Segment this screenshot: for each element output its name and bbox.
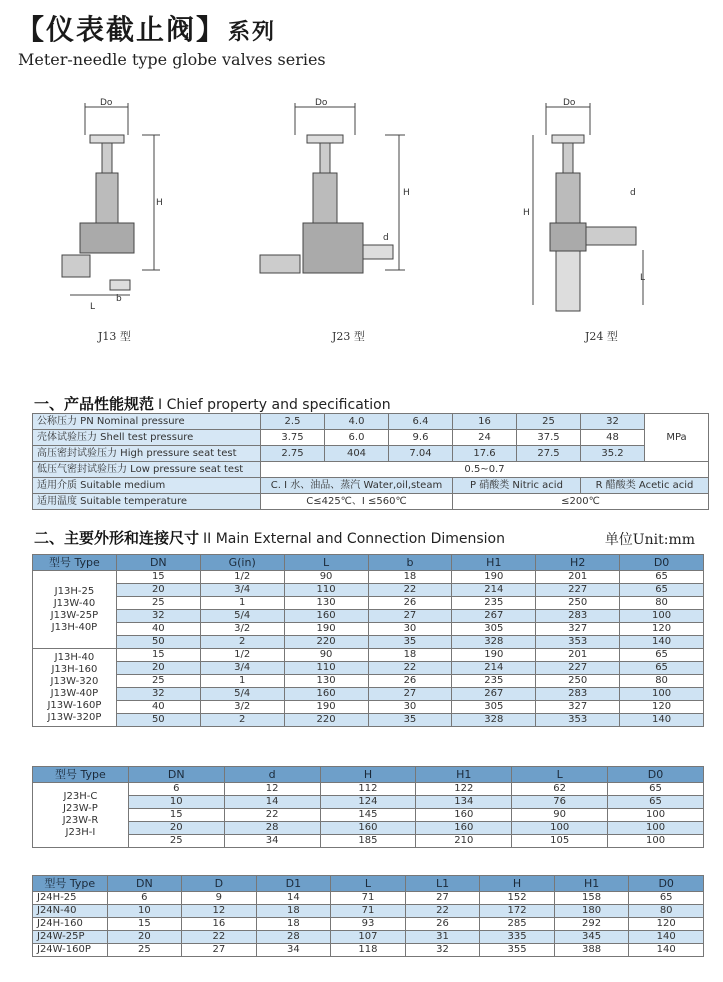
- table-cell: 16: [182, 918, 257, 931]
- table-cell: 10: [128, 796, 224, 809]
- table-cell: 327: [536, 623, 620, 636]
- table-cell: 18: [256, 905, 331, 918]
- table-row: [33, 796, 704, 809]
- table-cell: 210: [416, 835, 512, 848]
- column-header: H: [480, 876, 555, 892]
- title-series: 系列: [228, 20, 277, 45]
- table-cell: 105: [512, 835, 608, 848]
- model-name: J24H-160: [33, 918, 108, 931]
- table-cell: 214: [452, 662, 536, 675]
- spec-table: [32, 413, 709, 510]
- table-cell: 20: [107, 931, 182, 944]
- table-cell: 190: [452, 571, 536, 584]
- table-cell: 145: [320, 809, 416, 822]
- table-cell: 65: [620, 571, 704, 584]
- spec-cell: 2.75: [261, 446, 325, 462]
- model-name: J23W-P: [63, 803, 98, 814]
- spec-label: 高压密封试验压力 High pressure seat test: [33, 446, 261, 462]
- model-name: J13H-40P: [51, 621, 98, 633]
- section1-heading-cn: 一、产品性能规范: [34, 395, 155, 413]
- spec-cell: 17.6: [453, 446, 517, 462]
- table-cell: 3/2: [200, 701, 284, 714]
- table-cell: 9: [182, 892, 257, 905]
- model-name: J24W-25P: [33, 931, 108, 944]
- spec-label: 适用介质 Suitable medium: [33, 478, 261, 494]
- table-cell: 180: [554, 905, 629, 918]
- spec-cell: 0.5~0.7: [261, 462, 709, 478]
- spec-cell: 2.5: [261, 414, 325, 430]
- spec-cell: 25: [517, 414, 581, 430]
- table-cell: 50: [116, 636, 200, 649]
- spec-row: [33, 430, 709, 446]
- spec-cell: 7.04: [389, 446, 453, 462]
- table-row: [33, 835, 704, 848]
- table-cell: 1: [200, 597, 284, 610]
- table-cell: 20: [128, 822, 224, 835]
- column-header: d: [224, 767, 320, 783]
- table-cell: 28: [224, 822, 320, 835]
- table-cell: 328: [452, 636, 536, 649]
- table-cell: 6: [107, 892, 182, 905]
- spec-cell: 404: [325, 446, 389, 462]
- column-header: D0: [620, 555, 704, 571]
- column-header: L: [331, 876, 406, 892]
- table-cell: 18: [256, 918, 331, 931]
- spec-cell: 16: [453, 414, 517, 430]
- table-cell: 292: [554, 918, 629, 931]
- table-row: [33, 662, 704, 675]
- model-name: J13W-40: [53, 597, 96, 609]
- table-cell: 3/4: [200, 584, 284, 597]
- spec-cell: 37.5: [517, 430, 581, 446]
- table-cell: 214: [452, 584, 536, 597]
- column-header: L: [512, 767, 608, 783]
- table-cell: 327: [536, 701, 620, 714]
- table-cell: 15: [128, 809, 224, 822]
- table-cell: 110: [284, 584, 368, 597]
- table-cell: 220: [284, 636, 368, 649]
- table-cell: 22: [368, 584, 452, 597]
- column-header: DN: [107, 876, 182, 892]
- table-cell: 120: [620, 701, 704, 714]
- j23-dim-d: d: [383, 233, 389, 243]
- table-row: [33, 918, 704, 931]
- table-cell: 235: [452, 675, 536, 688]
- j13-dim-do: Do: [100, 98, 113, 108]
- table-row: [33, 688, 704, 701]
- spec-cell: 32: [581, 414, 645, 430]
- table-row: [33, 931, 704, 944]
- table-cell: 100: [608, 809, 704, 822]
- column-header: D0: [608, 767, 704, 783]
- model-name: J24H-25: [33, 892, 108, 905]
- table-cell: 90: [284, 571, 368, 584]
- column-header: G(in): [200, 555, 284, 571]
- j24-dim-d: d: [630, 188, 636, 198]
- table-cell: 80: [620, 597, 704, 610]
- column-header: H: [320, 767, 416, 783]
- column-header: 型号 Type: [33, 555, 117, 571]
- table-row: [33, 571, 704, 584]
- table-cell: 25: [107, 944, 182, 957]
- table-row: [33, 892, 704, 905]
- j13-drawing: [50, 95, 170, 320]
- table-cell: 305: [452, 623, 536, 636]
- table-cell: 201: [536, 571, 620, 584]
- table-cell: 250: [536, 597, 620, 610]
- table-row: [33, 809, 704, 822]
- table-cell: 32: [405, 944, 480, 957]
- table-cell: 34: [256, 944, 331, 957]
- table-cell: 388: [554, 944, 629, 957]
- j24-dim-l: L: [640, 273, 646, 283]
- table-cell: 26: [368, 675, 452, 688]
- table-cell: 100: [620, 610, 704, 623]
- j23-caption: J23 型: [332, 330, 365, 343]
- table-cell: 130: [284, 597, 368, 610]
- page-subtitle: Meter-needle type globe valves series: [18, 50, 326, 69]
- table-cell: 26: [368, 597, 452, 610]
- table-cell: 80: [629, 905, 704, 918]
- model-name: J13W-320: [50, 675, 99, 687]
- table-cell: 227: [536, 662, 620, 675]
- table-cell: 201: [536, 649, 620, 662]
- column-header: H1: [416, 767, 512, 783]
- column-header: b: [368, 555, 452, 571]
- column-header: L: [284, 555, 368, 571]
- table-cell: 15: [107, 918, 182, 931]
- table-cell: 160: [320, 822, 416, 835]
- table-row: [33, 623, 704, 636]
- spec-cell: 6.4: [389, 414, 453, 430]
- table-cell: 18: [368, 649, 452, 662]
- table-cell: 285: [480, 918, 555, 931]
- spec-row: [33, 414, 709, 430]
- table-cell: 90: [512, 809, 608, 822]
- table-cell: 190: [284, 623, 368, 636]
- spec-cell: 3.75: [261, 430, 325, 446]
- table-cell: 32: [116, 610, 200, 623]
- table-cell: 30: [368, 623, 452, 636]
- table-cell: 27: [368, 610, 452, 623]
- table-cell: 65: [629, 892, 704, 905]
- table-cell: 65: [608, 796, 704, 809]
- column-header: 型号 Type: [33, 767, 129, 783]
- table-cell: 71: [331, 892, 406, 905]
- table-cell: 40: [116, 701, 200, 714]
- column-header: DN: [128, 767, 224, 783]
- spec-cell: 48: [581, 430, 645, 446]
- table-cell: 65: [608, 783, 704, 796]
- j24-dim-h: H: [523, 208, 530, 218]
- table-cell: 20: [116, 584, 200, 597]
- table-cell: 3/2: [200, 623, 284, 636]
- table-cell: 65: [620, 649, 704, 662]
- table-cell: 25: [116, 597, 200, 610]
- table-cell: 12: [182, 905, 257, 918]
- table-cell: 172: [480, 905, 555, 918]
- table-cell: 22: [224, 809, 320, 822]
- table-cell: 3/4: [200, 662, 284, 675]
- table-cell: 118: [331, 944, 406, 957]
- table-header-row: [33, 555, 704, 571]
- model-name: J23H-I: [65, 827, 96, 838]
- spec-row: [33, 462, 709, 478]
- table-row: [33, 944, 704, 957]
- table-cell: 32: [116, 688, 200, 701]
- column-header: H1: [554, 876, 629, 892]
- table-cell: 130: [284, 675, 368, 688]
- table-cell: 112: [320, 783, 416, 796]
- table-cell: 35: [368, 714, 452, 727]
- table-cell: 140: [620, 714, 704, 727]
- spec-cell: C≤425℃、I ≤560℃: [261, 494, 453, 510]
- section1-heading-en: I Chief property and specification: [158, 397, 391, 413]
- table-cell: 71: [331, 905, 406, 918]
- table-cell: 185: [320, 835, 416, 848]
- table-cell: 1: [200, 675, 284, 688]
- title-text: 【仪表截止阀】: [16, 13, 227, 46]
- j13-dimension-table: [32, 554, 704, 727]
- j13-dim-l: L: [90, 302, 96, 312]
- table-cell: 27: [368, 688, 452, 701]
- table-cell: 134: [416, 796, 512, 809]
- table-cell: 27: [405, 892, 480, 905]
- table-cell: 5/4: [200, 688, 284, 701]
- table-cell: 110: [284, 662, 368, 675]
- model-name: J23H-C: [63, 791, 98, 802]
- table-cell: 26: [405, 918, 480, 931]
- table-cell: 76: [512, 796, 608, 809]
- spec-row: [33, 494, 709, 510]
- spec-cell: 4.0: [325, 414, 389, 430]
- table-cell: 100: [620, 688, 704, 701]
- table-row: [33, 783, 704, 796]
- column-header: H2: [536, 555, 620, 571]
- model-name: J13H-25: [54, 585, 95, 597]
- spec-label: 壳体试验压力 Shell test pressure: [33, 430, 261, 446]
- table-cell: 1/2: [200, 649, 284, 662]
- table-cell: 14: [256, 892, 331, 905]
- spec-cell: 6.0: [325, 430, 389, 446]
- table-cell: 22: [368, 662, 452, 675]
- table-cell: 283: [536, 610, 620, 623]
- table-cell: 158: [554, 892, 629, 905]
- table-cell: 335: [480, 931, 555, 944]
- spec-label: 公称压力 PN Nominal pressure: [33, 414, 261, 430]
- table-cell: 328: [452, 714, 536, 727]
- table-cell: 100: [512, 822, 608, 835]
- table-cell: 190: [452, 649, 536, 662]
- column-header: L1: [405, 876, 480, 892]
- table-cell: 124: [320, 796, 416, 809]
- table-cell: 305: [452, 701, 536, 714]
- table-cell: 25: [128, 835, 224, 848]
- unit-label: 单位Unit:mm: [604, 532, 695, 548]
- spec-row: [33, 446, 709, 462]
- section2-heading-en: II Main External and Connection Dimension: [203, 531, 505, 547]
- model-name: J24W-160P: [33, 944, 108, 957]
- table-cell: 27: [182, 944, 257, 957]
- table-row: [33, 701, 704, 714]
- table-cell: 152: [480, 892, 555, 905]
- j13-dim-h: H: [156, 198, 163, 208]
- table-cell: 31: [405, 931, 480, 944]
- j13-dim-b: b: [116, 294, 122, 304]
- spec-cell: ≤200℃: [453, 494, 709, 510]
- table-cell: 34: [224, 835, 320, 848]
- table-cell: 1/2: [200, 571, 284, 584]
- table-cell: 62: [512, 783, 608, 796]
- table-cell: 122: [416, 783, 512, 796]
- model-name: J13W-320P: [47, 711, 102, 723]
- spec-row: [33, 478, 709, 494]
- table-cell: 160: [416, 809, 512, 822]
- table-cell: 345: [554, 931, 629, 944]
- model-name: J24N-40: [33, 905, 108, 918]
- table-cell: 90: [284, 649, 368, 662]
- spec-cell: 35.2: [581, 446, 645, 462]
- table-cell: 25: [116, 675, 200, 688]
- table-cell: 2: [200, 714, 284, 727]
- table-cell: 40: [116, 623, 200, 636]
- spec-cell: 27.5: [517, 446, 581, 462]
- spec-cell: P 硝酸类 Nitric acid: [453, 478, 581, 494]
- table-row: [33, 714, 704, 727]
- page-title: [16, 8, 276, 48]
- table-row: [33, 636, 704, 649]
- table-cell: 80: [620, 675, 704, 688]
- table-cell: 65: [620, 584, 704, 597]
- table-cell: 35: [368, 636, 452, 649]
- table-cell: 93: [331, 918, 406, 931]
- table-cell: 100: [608, 835, 704, 848]
- table-cell: 160: [284, 688, 368, 701]
- j23-dim-do: Do: [315, 98, 328, 108]
- table-cell: 355: [480, 944, 555, 957]
- table-cell: 18: [368, 571, 452, 584]
- table-cell: 220: [284, 714, 368, 727]
- table-cell: 28: [256, 931, 331, 944]
- model-group: [33, 783, 129, 848]
- table-row: [33, 649, 704, 662]
- spec-label: 低压气密封试验压力 Low pressure seat test: [33, 462, 261, 478]
- column-header: 型号 Type: [33, 876, 108, 892]
- table-cell: 100: [608, 822, 704, 835]
- table-cell: 22: [405, 905, 480, 918]
- column-header: D1: [256, 876, 331, 892]
- table-cell: 250: [536, 675, 620, 688]
- table-row: [33, 905, 704, 918]
- table-cell: 12: [224, 783, 320, 796]
- table-row: [33, 584, 704, 597]
- spec-cell: R 醋酸类 Acetic acid: [581, 478, 709, 494]
- table-cell: 15: [116, 649, 200, 662]
- column-header: H1: [452, 555, 536, 571]
- table-cell: 10: [107, 905, 182, 918]
- spec-cell: 9.6: [389, 430, 453, 446]
- table-cell: 353: [536, 636, 620, 649]
- table-cell: 120: [629, 918, 704, 931]
- column-header: D0: [629, 876, 704, 892]
- j23-dimension-table: [32, 766, 704, 848]
- spec-label: 适用温度 Suitable temperature: [33, 494, 261, 510]
- j24-dim-do: Do: [563, 98, 576, 108]
- table-cell: 160: [284, 610, 368, 623]
- table-cell: 107: [331, 931, 406, 944]
- table-header-row: [33, 876, 704, 892]
- table-row: [33, 822, 704, 835]
- table-cell: 120: [620, 623, 704, 636]
- section2-heading: [34, 527, 505, 548]
- model-group: [33, 649, 117, 727]
- table-cell: 140: [620, 636, 704, 649]
- table-row: [33, 610, 704, 623]
- column-header: DN: [116, 555, 200, 571]
- table-cell: 283: [536, 688, 620, 701]
- model-group: [33, 571, 117, 649]
- table-cell: 5/4: [200, 610, 284, 623]
- j23-drawing: [255, 95, 425, 320]
- table-cell: 267: [452, 688, 536, 701]
- j23-dim-h: H: [403, 188, 410, 198]
- model-name: J23W-R: [62, 815, 99, 826]
- table-cell: 20: [116, 662, 200, 675]
- spec-cell: C. I 水、油品、蒸汽 Water,oil,steam: [261, 478, 453, 494]
- table-cell: 15: [116, 571, 200, 584]
- table-cell: 267: [452, 610, 536, 623]
- j24-drawing: [518, 95, 668, 325]
- j24-dimension-table: [32, 875, 704, 957]
- table-cell: 30: [368, 701, 452, 714]
- table-cell: 6: [128, 783, 224, 796]
- table-cell: 140: [629, 931, 704, 944]
- spec-cell: 24: [453, 430, 517, 446]
- j24-caption: J24 型: [585, 330, 618, 343]
- table-cell: 227: [536, 584, 620, 597]
- table-cell: 190: [284, 701, 368, 714]
- table-cell: 353: [536, 714, 620, 727]
- table-cell: 140: [629, 944, 704, 957]
- table-header-row: [33, 767, 704, 783]
- table-row: [33, 597, 704, 610]
- table-row: [33, 675, 704, 688]
- model-name: J13W-160P: [47, 699, 102, 711]
- section2-heading-cn: 二、主要外形和连接尺寸: [34, 529, 200, 547]
- table-cell: 65: [620, 662, 704, 675]
- model-name: J13W-25P: [50, 609, 99, 621]
- model-name: J13H-160: [51, 663, 98, 675]
- spec-unit-cell: MPa: [645, 414, 709, 462]
- column-header: D: [182, 876, 257, 892]
- j13-caption: J13 型: [98, 330, 131, 343]
- table-cell: 50: [116, 714, 200, 727]
- section1-heading: [34, 393, 391, 414]
- table-cell: 14: [224, 796, 320, 809]
- table-cell: 235: [452, 597, 536, 610]
- model-name: J13W-40P: [50, 687, 99, 699]
- table-cell: 160: [416, 822, 512, 835]
- table-cell: 22: [182, 931, 257, 944]
- model-name: J13H-40: [54, 651, 95, 663]
- table-cell: 2: [200, 636, 284, 649]
- valve-drawings: [0, 90, 723, 360]
